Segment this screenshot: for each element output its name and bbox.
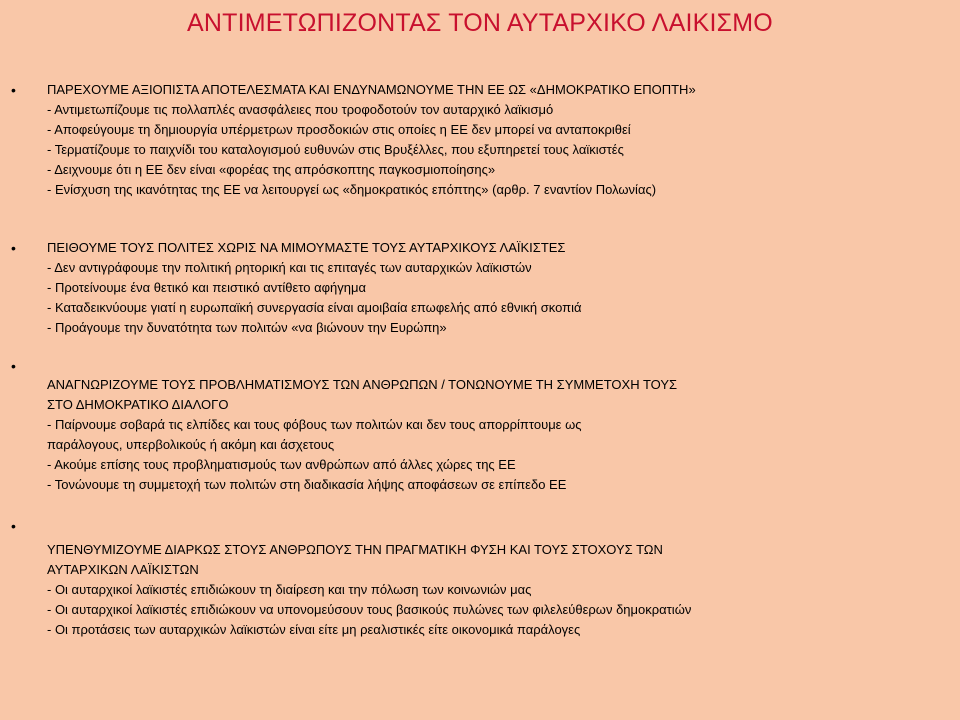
- section-4: [47, 540, 947, 640]
- list-item: - Δειχνουμε ότι η ΕΕ δεν είναι «φορέας της απρόσκοπτης παγκοσμιοποίησης»: [47, 162, 496, 177]
- slide-title: ΑΝΤΙΜΕΤΩΠΙΖΟΝΤΑΣ ΤΟΝ ΑΥΤΑΡΧΙΚΟ ΛΑΙΚΙΣΜΟ: [187, 9, 773, 37]
- list-item: - Οι αυταρχικοί λαϊκιστές επιδιώκουν τη διαίρεση και την πόλωση των κοινωνιών μας: [47, 582, 532, 597]
- list-item: - Οι αυταρχικοί λαϊκιστές επιδιώκουν να υπονομεύσουν τους βασικούς πυλώνες των φιλελεύθερων δημοκρατιών: [47, 602, 692, 617]
- section-heading: ΥΠΕΝΘΥΜΙΖΟΥΜΕ ΔΙΑΡΚΩΣ ΣΤΟΥΣ ΑΝΘΡΩΠΟΥΣ ΤΗΝ ΠΡΑΓΜΑΤΙΚΗ ΦΥΣΗ ΚΑΙ ΤΟΥΣ ΣΤΟΧΟΥΣ ΤΩΝ ΑΥΤΑΡΧΙΚΩΝ ΛΑΪΚΙΣΤΩΝ: [47, 542, 663, 577]
- section-heading: ΑΝΑΓΝΩΡΙΖΟΥΜΕ ΤΟΥΣ ΠΡΟΒΛΗΜΑΤΙΣΜΟΥΣ ΤΩΝ ΑΝΘΡΩΠΩΝ / ΤΟΝΩΝΟΥΜΕ ΤΗ ΣΥΜΜΕΤΟΧΗ ΤΟΥΣ ΣΤΟ ΔΗΜΟΚΡΑΤΙΚΟ ΔΙΑΛΟΓΟ: [47, 377, 678, 412]
- section-2: [47, 238, 947, 338]
- section-heading: ΠΕΙΘΟΥΜΕ ΤΟΥΣ ΠΟΛΙΤΕΣ ΧΩΡΙΣ ΝΑ ΜΙΜΟΥΜΑΣΤΕ ΤΟΥΣ ΑΥΤΑΡΧΙΚΟΥΣ ΛΑΪΚΙΣΤΕΣ: [47, 240, 566, 255]
- section-1: [47, 80, 947, 200]
- list-item: - Καταδεικνύουμε γιατί η ευρωπαϊκή συνεργασία είναι αμοιβαία επωφελής από εθνική σκοπιά: [47, 300, 582, 315]
- list-item: - Ακούμε επίσης τους προβληματισμούς των ανθρώπων από άλλες χώρες της ΕΕ: [47, 457, 516, 472]
- list-item: - Οι προτάσεις των αυταρχικών λαϊκιστών είναι είτε μη ρεαλιστικές είτε οικονομικά παράλογες: [47, 622, 581, 637]
- list-item: - Αποφεύγουμε τη δημιουργία υπέρμετρων προσδοκιών στις οποίες η ΕΕ δεν μπορεί να ανταποκριθεί: [47, 122, 631, 137]
- section-3: [47, 375, 947, 495]
- list-item: - Τονώνουμε τη συμμετοχή των πολιτών στη διαδικασία λήψης αποφάσεων σε επίπεδο ΕΕ: [47, 477, 567, 492]
- bullet-marker: •: [11, 240, 16, 256]
- bullet-marker: •: [11, 358, 16, 374]
- bullet-marker: •: [11, 82, 16, 98]
- section-heading: ΠΑΡΕΧΟΥΜΕ ΑΞΙΟΠΙΣΤΑ ΑΠΟΤΕΛΕΣΜΑΤΑ ΚΑΙ ΕΝΔΥΝΑΜΩΝΟΥΜΕ ΤΗΝ ΕΕ ΩΣ «ΔΗΜΟΚΡΑΤΙΚΟ ΕΠΟΠΤΗ»: [47, 82, 696, 97]
- list-item: - Ενίσχυση της ικανότητας της ΕΕ να λειτουργεί ως «δημοκρατικός επόπτης» (αρθρ. 7 εναντίον Πολωνίας): [47, 182, 657, 197]
- list-item: - Αντιμετωπίζουμε τις πολλαπλές ανασφάλειες που τροφοδοτούν τον αυταρχικό λαϊκισμό: [47, 102, 554, 117]
- bullet-marker: •: [11, 518, 16, 534]
- list-item: - Τερματίζουμε το παιχνίδι του καταλογισμού ευθυνών στις Βρυξέλλες, που εξυπηρετεί τους λαϊκιστές: [47, 142, 624, 157]
- list-item: - Παίρνουμε σοβαρά τις ελπίδες και τους φόβους των πολιτών και δεν τους απορρίπτουμε ως παράλογους, υπερβολικούς ή ακόμη και άσχετους: [47, 417, 582, 452]
- list-item: - Προτείνουμε ένα θετικό και πειστικό αντίθετο αφήγημα: [47, 280, 366, 295]
- list-item: - Προάγουμε την δυνατότητα των πολιτών «να βιώνουν την Ευρώπη»: [47, 320, 447, 335]
- list-item: - Δεν αντιγράφουμε την πολιτική ρητορική και τις επιταγές των αυταρχικών λαϊκιστών: [47, 260, 532, 275]
